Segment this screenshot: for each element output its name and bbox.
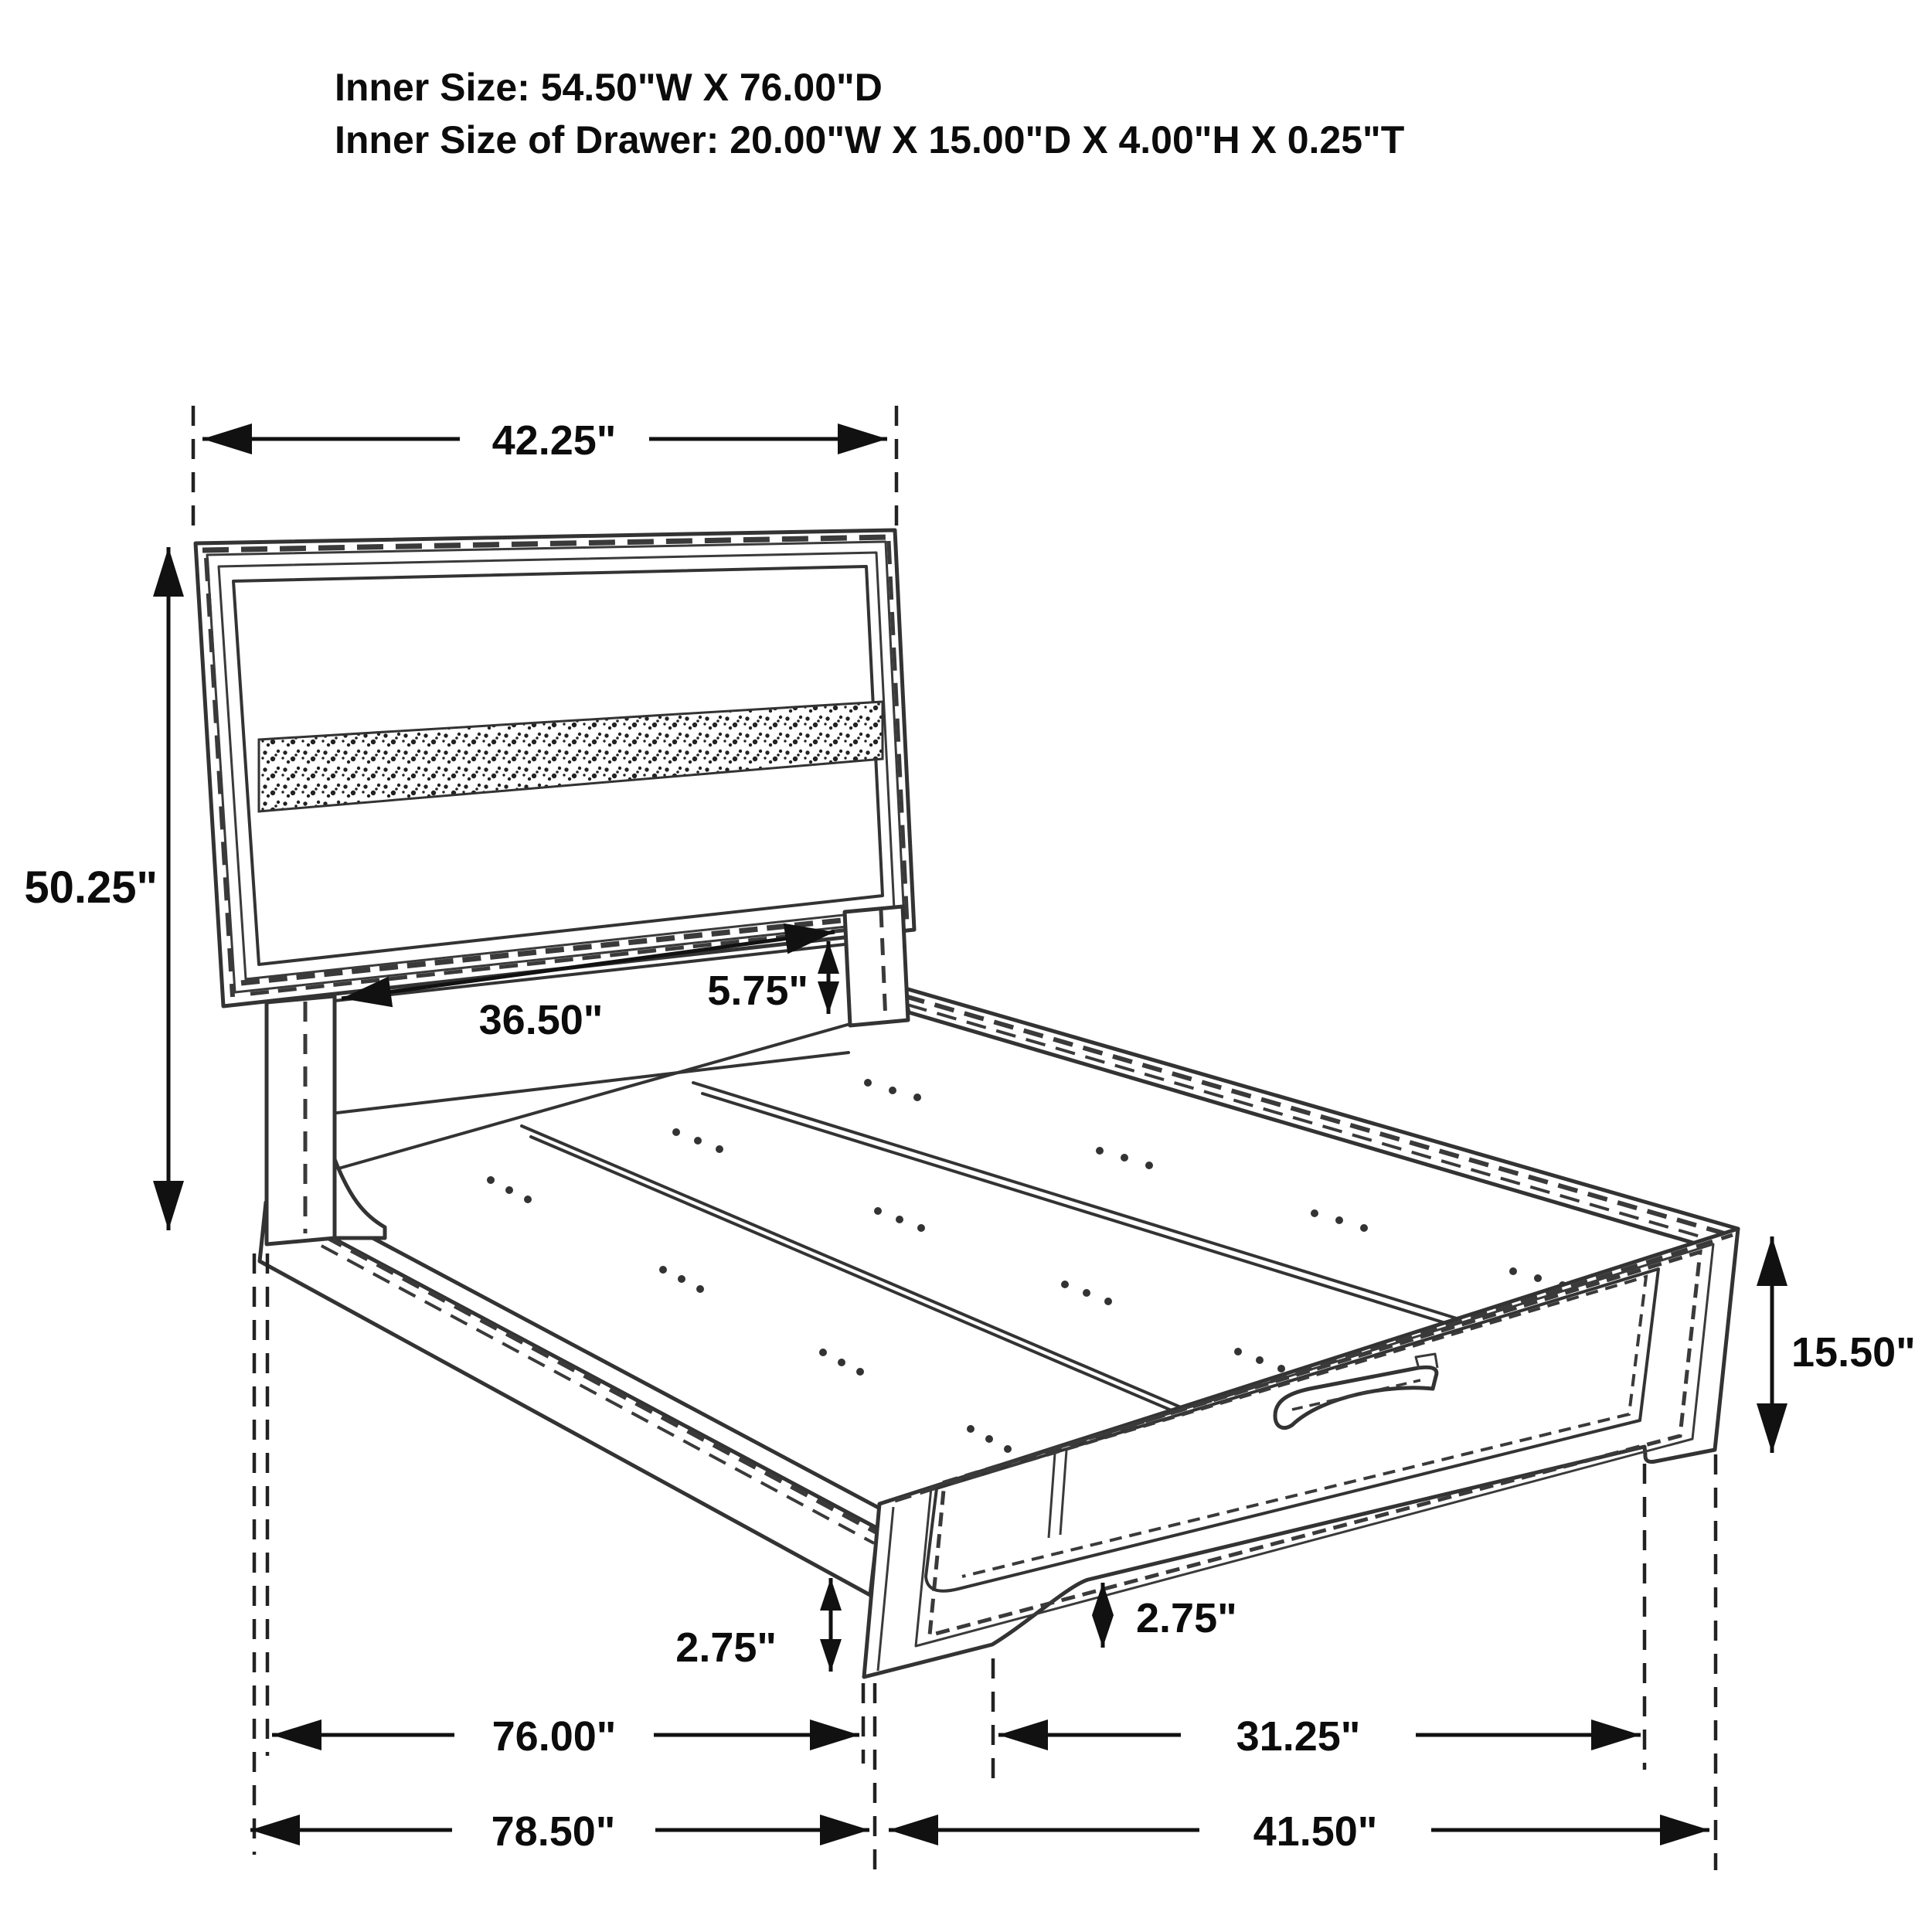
dim-label-footboard-clearance: 2.75" [1136,1595,1237,1641]
inner-size-note: Inner Size: 54.50"W X 76.00"D [335,66,883,109]
dim-headboard-width [202,417,887,464]
far-rail-band [903,988,1738,1253]
dim-drawer-section-width [998,1713,1641,1760]
dim-label-headboard-panel-width: 36.50" [478,997,604,1043]
dim-label-footboard-width: 41.50" [1253,1808,1378,1855]
dim-headboard-height [24,547,168,1230]
left-leg-foot-bracket [335,1159,385,1238]
dim-label-overall-length: 78.50" [491,1808,616,1855]
headboard-right-post [845,906,908,1026]
dim-footboard-width [889,1808,1709,1855]
dim-label-headboard-height: 50.25" [24,862,158,913]
footboard [864,1229,1738,1677]
side-rail-top-band [266,1190,889,1529]
dim-label-headboard-rail-height: 5.75" [707,968,808,1014]
header-notes [335,66,1404,162]
headboard-left-leg [267,996,335,1244]
dim-label-drawer-section-width: 31.25" [1236,1713,1361,1760]
dim-label-slat-platform-length: 76.00" [492,1713,617,1760]
dim-label-footboard-height: 15.50" [1791,1329,1916,1376]
dim-label-side-rail-clearance: 2.75" [675,1624,777,1671]
dim-footboard-clearance [1103,1583,1237,1648]
dim-slat-platform-length [272,1713,859,1760]
dim-label-headboard-width: 42.25" [492,417,617,464]
dim-side-rail-clearance [675,1578,831,1672]
drawer-inner-size-note: Inner Size of Drawer: 20.00"W X 15.00"D X 4.00"H X 0.25"T [335,118,1405,162]
dim-overall-length [250,1808,869,1855]
footboard-face [864,1229,1738,1677]
slat-separator-1a [522,1126,1181,1407]
platform-back-edge [338,1024,850,1168]
headboard-base-rail-bottom [337,1053,849,1113]
bed-drawing [196,530,1738,1677]
dim-footboard-height [1772,1236,1916,1453]
